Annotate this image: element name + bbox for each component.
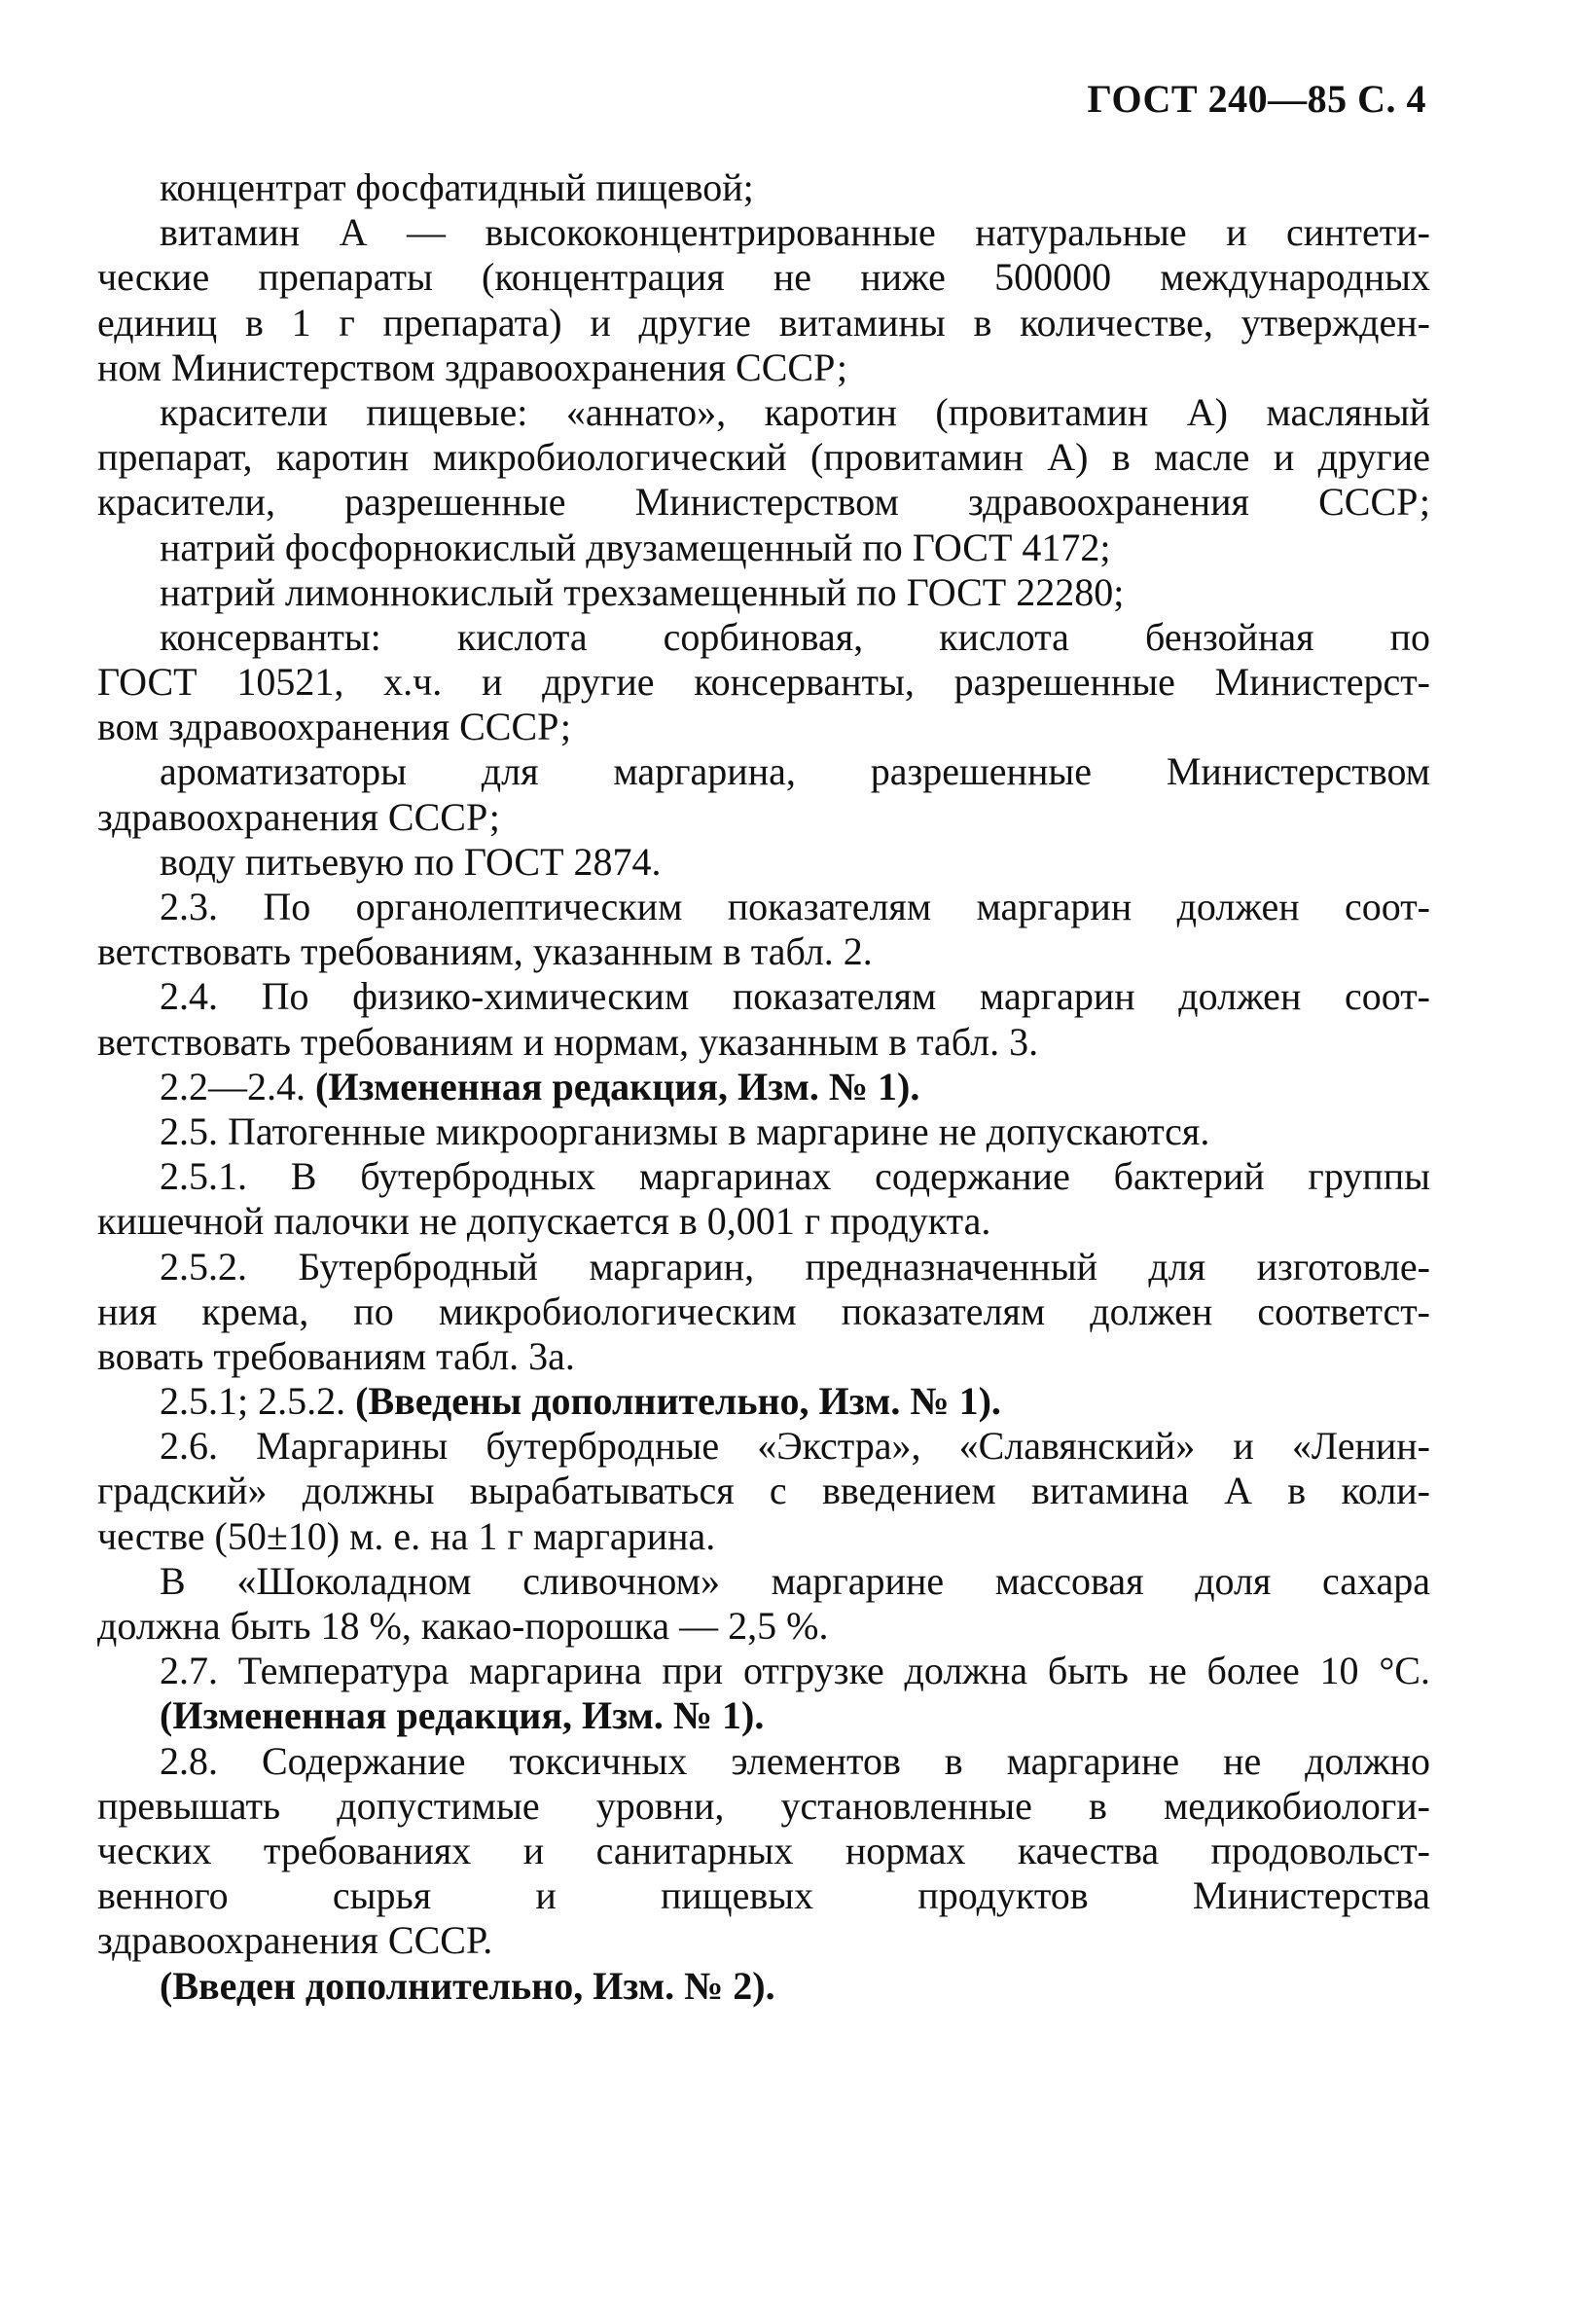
text-line [97,165,1430,210]
amendment-note: (Измененная редакция, Изм. № 1). [315,1064,920,1108]
text-line-content: натрий фосфорнокислый двузамещенный по ГОСТ 4172; [160,525,1111,569]
text-line [97,615,1430,660]
text-line [97,1245,1430,1289]
text-line-content: ном Министерством здравоохранения СССР; [97,345,847,389]
text-line [97,1154,1430,1199]
text-line [97,1109,1430,1154]
text-line-content: 2.5.1; 2.5.2. [160,1379,356,1424]
text-line-content: препарат, каротин микробиологический (провитамин А) в масле и другие [97,435,1430,480]
text-line-content: кишечной палочки не допускается в 0,001 г продукта. [97,1199,991,1244]
text-line-content: честве (50±10) м. е. на 1 г маргарина. [97,1513,716,1558]
text-line [97,1379,1430,1424]
text-line [97,1784,1430,1829]
text-line [97,705,1430,749]
text-line [97,1199,1430,1244]
text-line [97,526,1430,570]
document-body [97,165,1430,2009]
text-line [97,1649,1430,1693]
text-line-content: воду питьевую по ГОСТ 2874. [160,839,662,884]
text-line-content: венного сырья и пищевых продуктов Министерства [97,1873,1430,1918]
amendment-note: (Введен дополнительно, Изм. № 2). [160,1963,775,2008]
text-line [97,1604,1430,1649]
text-line [97,929,1430,974]
text-line [97,480,1430,525]
text-line-content: превышать допустимые уровни, установленные в медикобиологи- [97,1783,1430,1828]
text-line [97,1964,1430,2009]
text-line-content: вовать требованиям табл. 3а. [97,1333,575,1378]
text-line [97,1829,1430,1873]
text-line-content: 2.7. Температура маргарина при отгрузке должна быть не более 10 °С. [160,1649,1430,1693]
text-line [97,885,1430,929]
text-line-content: ветствовать требованиям, указанным в табл. 2. [97,929,873,974]
text-line [97,1559,1430,1604]
amendment-note: (Введены дополнительно, Изм. № 1). [355,1379,1001,1424]
text-line-content: концентрат фосфатидный пищевой; [160,165,754,209]
text-line [97,1424,1430,1469]
text-line-content: ГОСТ 10521, х.ч. и другие консерванты, разрешенные Министерст- [97,660,1430,705]
text-line-content: 2.5. Патогенные микроорганизмы в маргарине не допускаются. [160,1108,1210,1153]
text-line [97,795,1430,840]
text-line-content: 2.5.1. В бутербродных маргаринах содержание бактерий группы [160,1154,1430,1199]
text-line-content: красители, разрешенные Министерством здравоохранения СССР; [97,480,1430,525]
text-line-content: красители пищевые: «аннато», каротин (провитамин А) масляный [160,389,1430,434]
text-line [97,660,1430,705]
text-line-content: В «Шоколадном сливочном» маргарине массовая доля сахара [160,1558,1430,1603]
text-line-content: 2.3. По органолептическим показателям маргарин должен соот- [160,885,1430,928]
text-line-content: 2.4. По физико-химическим показателям маргарин должен соот- [160,974,1430,1019]
text-line [97,570,1430,615]
text-line [97,1020,1430,1065]
text-line [97,390,1430,435]
text-line-content: единиц в 1 г препарата) и другие витамины в количестве, утвержден- [97,300,1430,345]
text-line-content: витамин А — высококонцентрированные натуральные и синтети- [160,210,1430,255]
text-line [97,1693,1430,1738]
text-line-content: градский» должны вырабатываться с введением витамина А в коли- [97,1469,1430,1513]
text-line [97,1289,1430,1334]
text-line-content: натрий лимоннокислый трехзамещенный по ГОСТ 22280; [160,569,1125,614]
text-line [97,301,1430,345]
text-line [97,210,1430,255]
text-line [97,1334,1430,1379]
text-line [97,840,1430,885]
text-line [97,974,1430,1019]
text-line-content: 2.8. Содержание токсичных элементов в маргарине не должно [160,1738,1430,1783]
text-line-content: консерванты: кислота сорбиновая, кислота бензойная по [160,614,1430,659]
text-line-content: здравоохранения СССР; [97,794,500,839]
text-line [97,255,1430,300]
text-line [97,749,1430,794]
text-line [97,1873,1430,1918]
text-line [97,1469,1430,1513]
text-line-content: 2.2—2.4. [160,1064,315,1108]
text-line-content: 2.6. Маргарины бутербродные «Экстра», «Славянский» и «Ленин- [160,1424,1430,1469]
text-line [97,1918,1430,1963]
text-line [97,1514,1430,1559]
text-line [97,435,1430,480]
text-line-content: ароматизаторы для маргарина, разрешенные Министерством [160,749,1430,794]
text-line-content: ния крема, по микробиологическим показателям должен соответст- [97,1289,1430,1333]
text-line-content: вом здравоохранения СССР; [97,705,571,749]
text-line [97,1739,1430,1784]
text-line-content: ветствовать требованиям и нормам, указанным в табл. 3. [97,1019,1039,1064]
text-line-content: здравоохранения СССР. [97,1918,493,1963]
amendment-note: (Измененная редакция, Изм. № 1). [160,1693,765,1738]
text-line-content: ческие препараты (концентрация не ниже 500000 международных [97,255,1430,300]
text-line [97,1065,1430,1109]
page-header: ГОСТ 240—85 С. 4 [1087,77,1426,121]
text-line [97,345,1430,390]
text-line-content: ческих требованиях и санитарных нормах качества продовольст- [97,1828,1430,1872]
text-line-content: 2.5.2. Бутербродный маргарин, предназначенный для изготовле- [160,1244,1430,1289]
text-line-content: должна быть 18 %, какао-порошка — 2,5 %. [97,1604,829,1648]
